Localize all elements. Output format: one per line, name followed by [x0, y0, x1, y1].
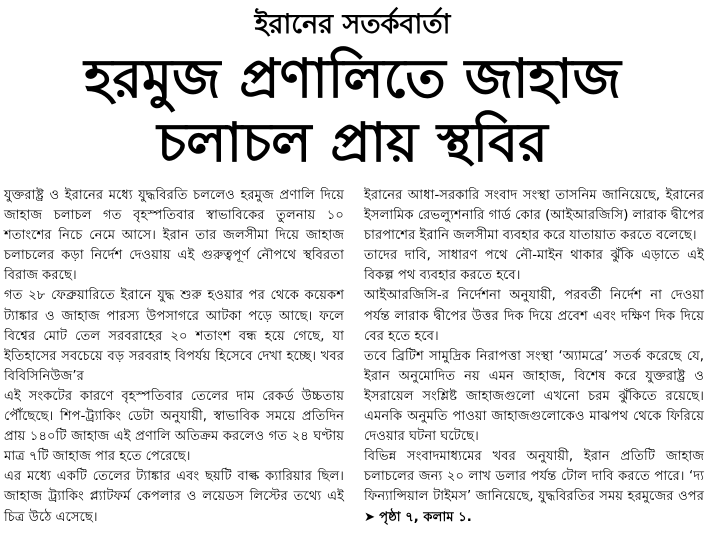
paragraph: তাদের দাবি, সাধারণ পথে নৌ-মাইন থাকার ঝুঁকি এড়াতে এই বিকল্প পথ ব্যবহার করতে হবে।	[364, 248, 704, 284]
headline-line-1: হরমুজ প্রণালিতে জাহাজ	[84, 47, 621, 110]
paragraph-last	[364, 447, 704, 527]
left-column	[4, 186, 344, 528]
right-column	[364, 186, 704, 528]
article-kicker: ইরানের সতর্কবার্তা	[254, 9, 451, 40]
paragraph: যুক্তরাষ্ট্র ও ইরানের মধ্যে যুদ্ধবিরতি চললেও হরমুজ প্রণালি দিয়ে জাহাজ চলাচল গত বৃহস্পতিবার স্বাভাবিকের তুলনায় ১০ শতাংশের নিচে নেমে আসে। ইরান তার জলসীমা দিয়ে জাহাজ চলাচলের কড়া নির্দেশ দেওয়ায় এই গুরুত্বপূর্ণ নৌপথে স্থবিরতা বিরাজ করছে।	[4, 188, 344, 284]
paragraph: গত ২৮ ফেব্রুয়ারিতে ইরানে যুদ্ধ শুরু হওয়ার পর থেকে কয়েকশ ট্যাঙ্কার ও জাহাজ পারস্য উপসাগরে আটকা পড়ে আছে। ফলে বিশ্বের মোট তেল সরবরাহের ২০ শতাংশ বন্ধ হয়ে গেছে, যা ইতিহাসের সবচেয়ে বড় সরবরাহ বিপর্যয় হিসেবে দেখা হচ্ছে। খবর বিবিসিনিউজ’র	[4, 288, 344, 384]
paragraph: ইরানের আধা-সরকারি সংবাদ সংস্থা তাসনিম জানিয়েছে, ইরানের ইসলামিক রেভল্যুশনারি গার্ড কোর (আইআরজিসি) লারাক দ্বীপের চারপাশের ইরানি জলসীমা ব্যবহার করে যাতায়াত করতে বলেছে।	[364, 188, 704, 244]
headline-line-2: চলাচল প্রায় স্থবির	[157, 111, 548, 174]
paragraph: আইআরজিসি-র নির্দেশনা অনুযায়ী, পরবর্তী নির্দেশ না দেওয়া পর্যন্ত লারাক দ্বীপের উত্তর দিক দিয়ে প্রবেশ এবং দক্ষিণ দিক দিয়ে বের হতে হবে।	[364, 288, 704, 344]
paragraph-text: বিভিন্ন সংবাদমাধ্যমের খবর অনুযায়ী, ইরান প্রতিটি জাহাজ চলাচলের জন্য ২০ লাখ ডলার পর্যন্ত টোল দাবি করতে পারে। ‘দ্য ফিন্যান্সিয়াল টাইমস’ জানিয়েছে, যুদ্ধবিরতির সময় হরমুজের ওপর	[364, 449, 704, 505]
paragraph: এই সংকটের কারণে বৃহস্পতিবার তেলের দাম রেকর্ড উচ্চতায় পৌঁছেছে। শিপ-ট্র্যাকিং ডেটা অনুযায়ী, স্বাভাবিক সময়ে প্রতিদিন প্রায় ১৪০টি জাহাজ এই প্রণালি অতিক্রম করলেও গত ২৪ ঘণ্টায় মাত্র ৭টি জাহাজ পার হতে পেরেছে।	[4, 388, 344, 465]
continuation-jump: পৃষ্ঠা ৭, কলাম ১.	[379, 509, 472, 525]
paragraph: তবে ব্রিটিশ সামুদ্রিক নিরাপত্তা সংস্থা ‘অ্যামব্রে’ সতর্ক করেছে যে, ইরান অনুমোদিত নয় এমন জাহাজ, বিশেষ করে যুক্তরাষ্ট্র ও ইসরায়েল সংশ্লিষ্ট জাহাজগুলো এখনো চরম ঝুঁকিতে রয়েছে। এমনকি অনুমতি পাওয়া জাহাজগুলোকেও মাঝপথ থেকে ফিরিয়ে দেওয়ার ঘটনা ঘটেছে।	[364, 348, 704, 445]
paragraph: এর মধ্যে একটি তেলের ট্যাঙ্কার এবং ছয়টি বাল্ক ক্যারিয়ার ছিল। জাহাজ ট্র্যাকিং প্ল্যাটফর্ম কেপলার ও লয়েডস লিস্টের তথ্যে এই চিত্র উঠে এসেছে।	[4, 469, 344, 525]
continuation-arrow-icon: ➤	[364, 509, 376, 525]
